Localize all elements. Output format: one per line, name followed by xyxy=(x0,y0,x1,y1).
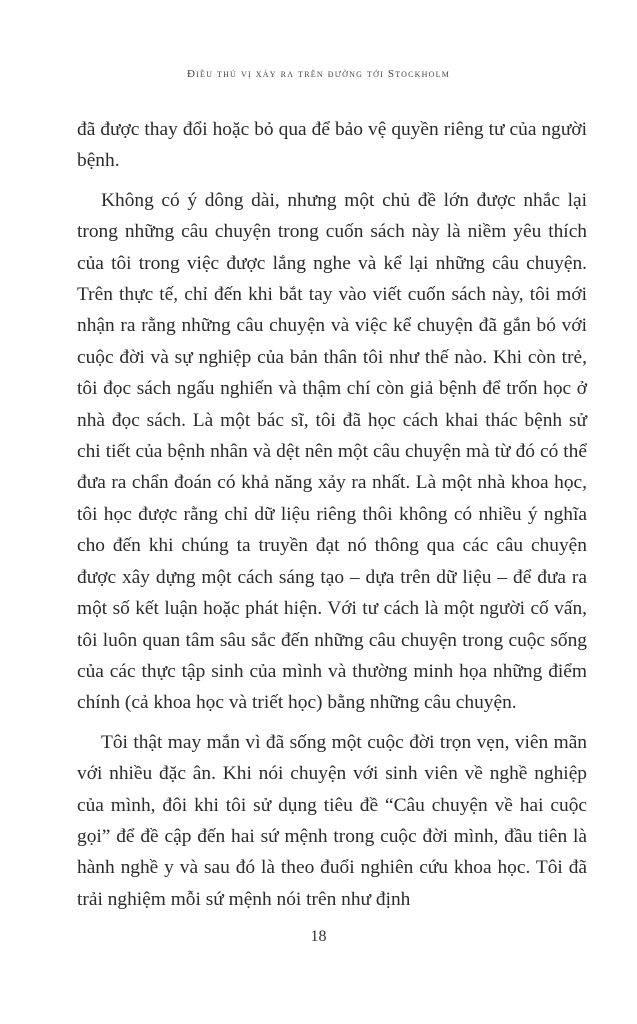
paragraph: Không có ý dông dài, nhưng một chủ đề lớn được nhắc lại trong những câu chuyện trong cuốn sách này là niềm yêu thích của tôi trong việc được lắng nghe và kể lại những câu chuyện. Trên thực tế, chỉ đến khi bắt tay vào viết cuốn sách này, tôi mới nhận ra rằng những câu chuyện và việc kể chuyện đã gắn bó với cuộc đời và sự nghiệp của bản thân tôi như thế nào. Khi còn trẻ, tôi đọc sách ngấu nghiến và thậm chí còn giả bệnh để trốn học ở nhà đọc sách. Là một bác sĩ, tôi đã học cách khai thác bệnh sử chi tiết của bệnh nhân và dệt nên một câu chuyện mà từ đó có thể đưa ra chẩn đoán có khả năng xảy ra nhất. Là một nhà khoa học, tôi học được rằng chỉ dữ liệu riêng thôi không có nhiều ý nghĩa cho đến khi chúng ta truyền đạt nó thông qua các câu chuyện được xây dựng một cách sáng tạo – dựa trên dữ liệu – để đưa ra một số kết luận hoặc phát hiện. Với tư cách là một người cố vấn, tôi luôn quan tâm sâu sắc đến những câu chuyện trong cuộc sống của các thực tập sinh của mình và thường minh họa những điểm chính (cả khoa học và triết học) bằng những câu chuyện. xyxy=(77,189,587,714)
paragraph: Tôi thật may mắn vì đã sống một cuộc đời trọn vẹn, viên mãn với nhiều đặc ân. Khi nói chuyện với sinh viên về nghề nghiệp của mình, đôi khi tôi sử dụng tiêu đề “Câu chuyện về hai cuộc gọi” để đề cập đến hai sứ mệnh trong cuộc đời mình, đầu tiên là hành nghề y và sau đó là theo đuổi nghiên cứu khoa học. Tôi đã trải nghiệm mỗi sứ mệnh nói trên như định xyxy=(77,731,587,910)
paragraph-continuation: đã được thay đổi hoặc bỏ qua để bảo vệ quyền riêng tư của người bệnh. xyxy=(77,119,587,172)
body-text xyxy=(77,114,587,915)
page-number: 18 xyxy=(310,928,327,945)
running-header: Điều thú vị xảy ra trên đường tới Stockholm xyxy=(186,68,451,80)
